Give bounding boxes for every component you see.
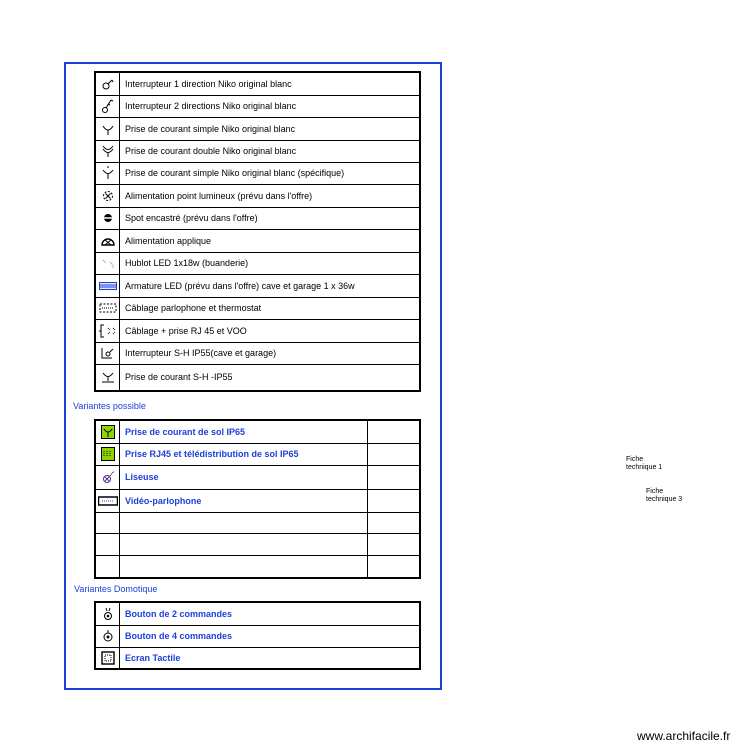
variant-row (95, 420, 420, 443)
domotic-label: Ecran Tactile (120, 647, 421, 669)
intercom-cable-icon (95, 297, 120, 319)
domotic-label: Bouton de 4 commandes (120, 625, 421, 647)
watermark: www.archifacile.fr (637, 729, 731, 743)
legend-table (94, 71, 421, 392)
specific-socket-icon (95, 162, 120, 184)
light-point-icon (95, 184, 120, 207)
domotic-row (95, 602, 420, 625)
reading-light-icon (95, 465, 120, 489)
variant-label: Prise de courant de sol IP65 (120, 420, 368, 443)
floor-socket-icon (95, 420, 120, 443)
four-button-icon (95, 625, 120, 647)
legend-row (95, 184, 420, 207)
legend-label: Alimentation point lumineux (prévu dans l'offre) (120, 184, 421, 207)
legend-label: Alimentation applique (120, 229, 421, 252)
variants-table (94, 419, 421, 579)
legend-row (95, 274, 420, 297)
legend-label: Interrupteur 1 direction Niko original blanc (120, 72, 421, 95)
waterproof-switch-icon (95, 342, 120, 364)
legend-label: Prise de courant simple Niko original blanc (spécifique) (120, 162, 421, 184)
variant-row-empty (95, 555, 420, 578)
legend-row (95, 95, 420, 117)
recessed-spot-icon (95, 207, 120, 229)
legend-row (95, 140, 420, 162)
two-button-icon (95, 602, 120, 625)
variant-label: Liseuse (120, 465, 368, 489)
two-way-switch-icon (95, 95, 120, 117)
legend-row (95, 72, 420, 95)
legend-label: Spot encastré (prévu dans l'offre) (120, 207, 421, 229)
variant-extra-cell (368, 443, 421, 465)
legend-label: Armature LED (prévu dans l'offre) cave et garage 1 x 36w (120, 274, 421, 297)
rj45-cable-icon (95, 319, 120, 342)
domotic-row (95, 625, 420, 647)
legend-label: Prise de courant S-H -IP55 (120, 364, 421, 391)
variant-extra-cell (368, 465, 421, 489)
wall-light-icon (95, 229, 120, 252)
domotic-label: Bouton de 2 commandes (120, 602, 421, 625)
legend-label: Interrupteur S-H IP55(cave et garage) (120, 342, 421, 364)
legend-label: Prise de courant simple Niko original blanc (120, 117, 421, 140)
variant-row-empty (95, 512, 420, 533)
legend-label: Interrupteur 2 directions Niko original blanc (120, 95, 421, 117)
led-batten-icon (95, 274, 120, 297)
legend-label: Câblage + prise RJ 45 et VOO (120, 319, 421, 342)
legend-row (95, 297, 420, 319)
legend-row (95, 364, 420, 391)
variants-title: Variantes possible (73, 401, 146, 411)
variant-extra-cell (368, 489, 421, 512)
video-intercom-icon (95, 489, 120, 512)
domotic-table (94, 601, 421, 670)
double-socket-icon (95, 140, 120, 162)
legend-row (95, 207, 420, 229)
legend-row (95, 162, 420, 184)
floor-rj45-icon (95, 443, 120, 465)
waterproof-socket-icon (95, 364, 120, 391)
legend-label: Câblage parlophone et thermostat (120, 297, 421, 319)
variant-row (95, 489, 420, 512)
domotic-title: Variantes Domotique (74, 584, 158, 594)
legend-row (95, 252, 420, 274)
variant-extra-cell (368, 420, 421, 443)
variant-row (95, 465, 420, 489)
fiche-technique-1: Fiche technique 1 (626, 456, 663, 471)
variant-label: Prise RJ45 et télédistribution de sol IP65 (120, 443, 368, 465)
variant-row-empty (95, 533, 420, 555)
legend-label: Prise de courant double Niko original blanc (120, 140, 421, 162)
fiche-technique-3: Fiche technique 3 (646, 488, 683, 503)
bulkhead-icon (95, 252, 120, 274)
domotic-row (95, 647, 420, 669)
touch-screen-icon (95, 647, 120, 669)
single-switch-icon (95, 72, 120, 95)
socket-icon (95, 117, 120, 140)
variant-row (95, 443, 420, 465)
legend-row (95, 229, 420, 252)
legend-row (95, 342, 420, 364)
legend-row (95, 117, 420, 140)
variant-label: Vidéo-parlophone (120, 489, 368, 512)
legend-label: Hublot LED 1x18w (buanderie) (120, 252, 421, 274)
legend-row (95, 319, 420, 342)
